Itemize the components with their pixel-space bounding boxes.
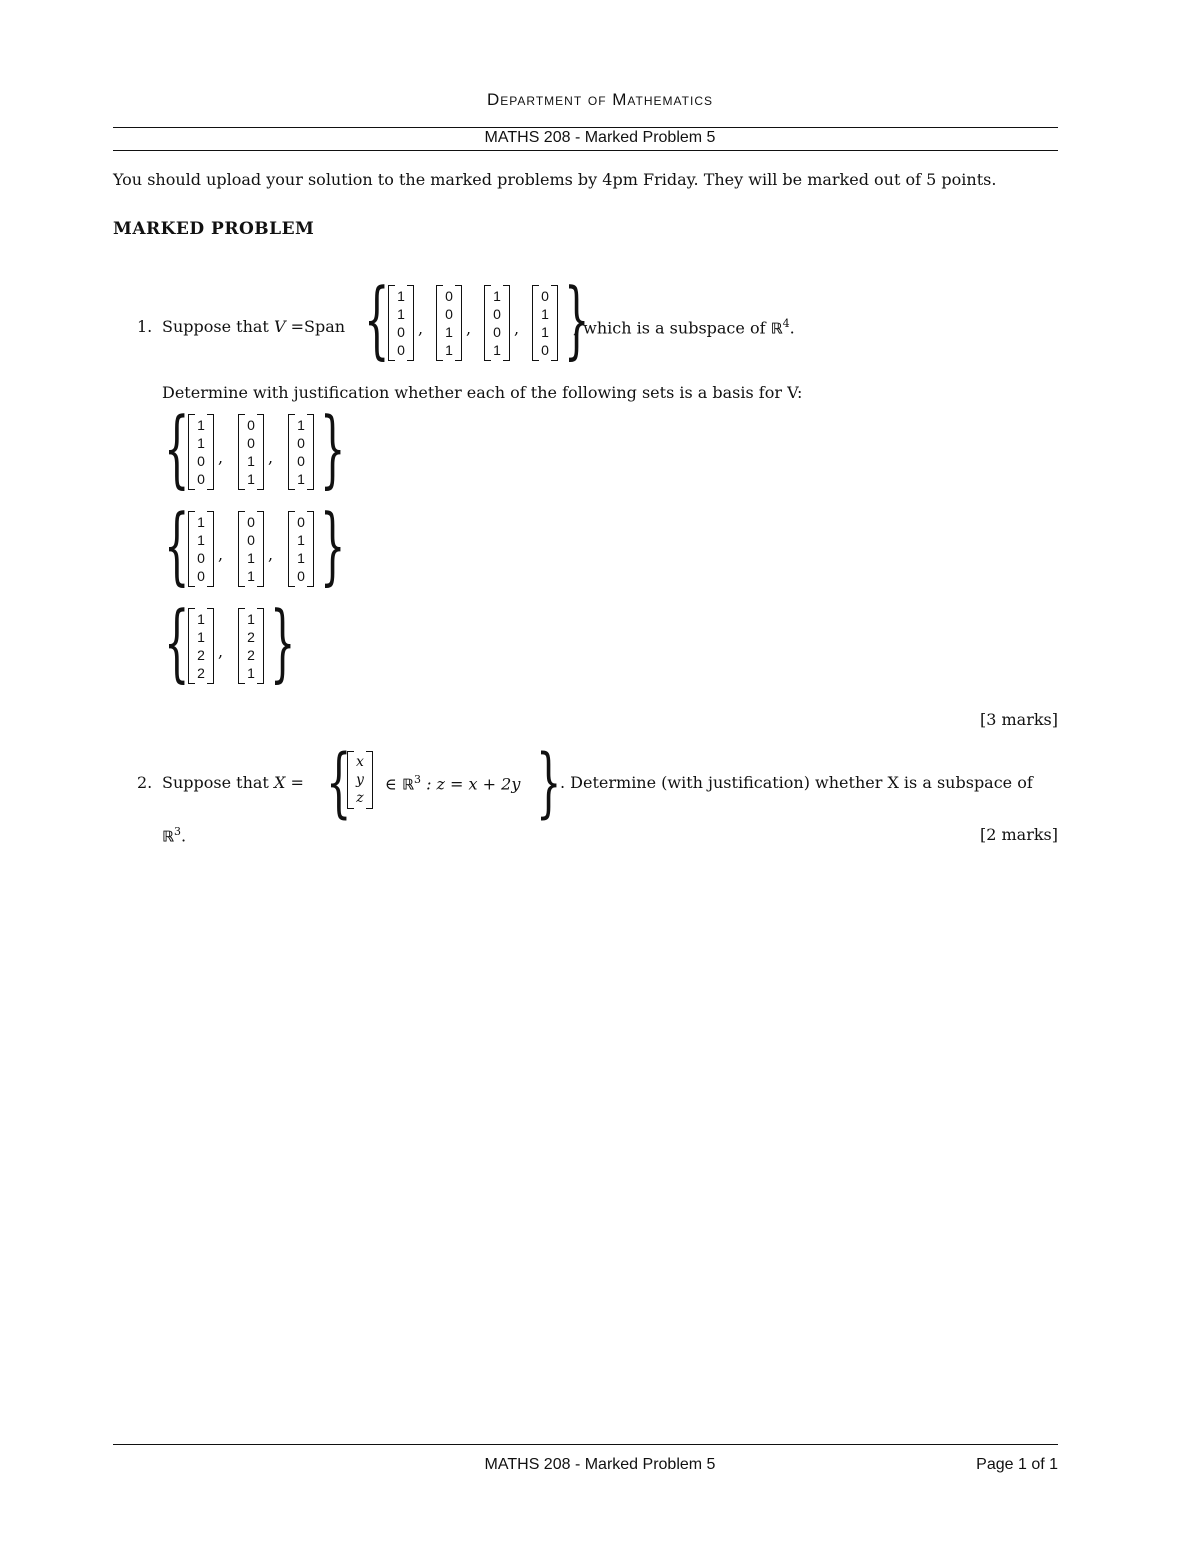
vector-entry: 1 bbox=[493, 288, 501, 304]
problem-1-marks: [3 marks] bbox=[979, 710, 1058, 729]
problem-2-line2-exp: 3 bbox=[174, 825, 182, 838]
problem-2-marks: [2 marks] bbox=[979, 825, 1058, 844]
vector-entry: 1 bbox=[397, 306, 405, 322]
header-rule-top bbox=[113, 127, 1058, 128]
problem-1-statement bbox=[162, 317, 345, 336]
problem-1-eq: =Span bbox=[290, 317, 346, 336]
vector-entry: 0 bbox=[197, 471, 205, 487]
column-vector bbox=[238, 608, 264, 684]
problem-1-suffix-line: , which is a subspace of ℝ$^4$. bbox=[573, 317, 795, 338]
vector-entry: 0 bbox=[197, 453, 205, 469]
problem-1-var: V bbox=[273, 317, 286, 336]
vector-entry: y bbox=[356, 772, 364, 788]
problem-2-line-2 bbox=[162, 825, 186, 845]
problem-1-number: 1. bbox=[137, 317, 153, 336]
comma-separator: , bbox=[418, 319, 424, 338]
column-vector bbox=[532, 285, 558, 361]
column-vector bbox=[388, 285, 414, 361]
problem-1-space-exp: 4 bbox=[782, 317, 790, 330]
right-brace: } bbox=[564, 272, 590, 370]
vector-entry: 1 bbox=[247, 453, 255, 469]
column-vector bbox=[188, 608, 214, 684]
vector-entry: 1 bbox=[297, 550, 305, 566]
problem-2-line2-space: ℝ bbox=[162, 827, 175, 846]
comma-separator: , bbox=[466, 319, 472, 338]
vector-entry: 0 bbox=[297, 435, 305, 451]
vector-entry: 0 bbox=[397, 342, 405, 358]
vector-entry: x bbox=[356, 754, 364, 770]
vector-entry: 1 bbox=[493, 342, 501, 358]
problem-1-suffix: , which is a subspace of bbox=[573, 318, 766, 338]
comma-separator: , bbox=[218, 448, 224, 467]
vector-entry: 0 bbox=[197, 550, 205, 566]
vector-entry: 2 bbox=[247, 629, 255, 645]
vector-entry: z bbox=[356, 790, 364, 806]
right-brace: } bbox=[320, 401, 346, 499]
column-vector bbox=[238, 511, 264, 587]
left-brace: { bbox=[326, 739, 352, 827]
problem-2-member: ∈ bbox=[385, 774, 397, 794]
problem-1-prefix: Suppose that bbox=[162, 317, 269, 336]
column-vector bbox=[347, 751, 373, 809]
vector-entry: 0 bbox=[297, 453, 305, 469]
vector-entry: 0 bbox=[541, 288, 549, 304]
vector-entry: 1 bbox=[247, 611, 255, 627]
footer-page-number: Page 1 of 1 bbox=[976, 1456, 1058, 1473]
comma-separator: , bbox=[268, 545, 274, 564]
left-brace: { bbox=[164, 401, 190, 499]
vector-entry: 1 bbox=[197, 435, 205, 451]
vector-entry: 1 bbox=[197, 629, 205, 645]
problem-2-suffix: . Determine (with justification) whether X is a subspace of bbox=[560, 773, 1033, 792]
course-title: MATHS 208 - Marked Problem 5 bbox=[484, 129, 716, 146]
problem-2-line2-end: . bbox=[181, 826, 187, 846]
vector-entry: 1 bbox=[445, 324, 453, 340]
comma-separator: , bbox=[218, 545, 224, 564]
vector-entry: 1 bbox=[541, 324, 549, 340]
vector-entry: 1 bbox=[397, 288, 405, 304]
comma-separator: , bbox=[268, 448, 274, 467]
vector-entry: 0 bbox=[297, 514, 305, 530]
vector-entry: 0 bbox=[445, 288, 453, 304]
right-brace: } bbox=[270, 595, 296, 693]
column-vector bbox=[288, 414, 314, 490]
problem-2-statement bbox=[162, 773, 304, 792]
footer-course-title: MATHS 208 - Marked Problem 5 bbox=[484, 1456, 716, 1473]
right-brace: } bbox=[536, 739, 562, 827]
problem-2-number: 2. bbox=[137, 773, 153, 792]
comma-separator: , bbox=[218, 642, 224, 661]
problem-2-condition-line bbox=[385, 773, 520, 793]
vector-entry: 1 bbox=[197, 514, 205, 530]
column-vector bbox=[288, 511, 314, 587]
vector-entry: 2 bbox=[197, 647, 205, 663]
vector-entry: 1 bbox=[247, 550, 255, 566]
vector-entry: 1 bbox=[247, 665, 255, 681]
comma-separator: , bbox=[514, 319, 520, 338]
vector-entry: 0 bbox=[397, 324, 405, 340]
vector-entry: 1 bbox=[297, 417, 305, 433]
column-vector bbox=[188, 414, 214, 490]
problem-2-prefix: Suppose that bbox=[162, 773, 269, 792]
problem-2-space-exp: 3 bbox=[413, 773, 421, 786]
column-vector bbox=[436, 285, 462, 361]
vector-entry: 0 bbox=[247, 417, 255, 433]
column-vector bbox=[188, 511, 214, 587]
vector-entry: 1 bbox=[197, 532, 205, 548]
vector-entry: 0 bbox=[247, 532, 255, 548]
vector-entry: 1 bbox=[541, 306, 549, 322]
vector-entry: 0 bbox=[247, 514, 255, 530]
vector-entry: 2 bbox=[197, 665, 205, 681]
problem-1-instruction: Determine with justification whether each of the following sets is a basis for V: bbox=[162, 383, 803, 402]
problem-1-space: ℝ bbox=[770, 319, 783, 338]
vector-entry: 1 bbox=[445, 342, 453, 358]
header-rule-bottom bbox=[113, 150, 1058, 151]
problem-2-condition: : z = x + 2y bbox=[426, 774, 521, 794]
vector-entry: 1 bbox=[297, 471, 305, 487]
problem-2-space: ℝ bbox=[401, 775, 414, 794]
column-vector bbox=[484, 285, 510, 361]
department-header: Department of Mathematics bbox=[486, 90, 713, 109]
vector-entry: 1 bbox=[197, 417, 205, 433]
section-heading: MARKED PROBLEM bbox=[113, 219, 315, 239]
problem-2-eq: = bbox=[290, 773, 304, 792]
column-vector bbox=[238, 414, 264, 490]
vector-entry: 1 bbox=[297, 532, 305, 548]
intro-text: You should upload your solution to the marked problems by 4pm Friday. They will be marked out of 5 points. bbox=[113, 170, 997, 189]
vector-entry: 0 bbox=[297, 568, 305, 584]
right-brace: } bbox=[320, 498, 346, 596]
vector-entry: 0 bbox=[445, 306, 453, 322]
vector-entry: 1 bbox=[197, 611, 205, 627]
vector-entry: 0 bbox=[493, 324, 501, 340]
vector-entry: 2 bbox=[247, 647, 255, 663]
vector-entry: 1 bbox=[247, 568, 255, 584]
left-brace: { bbox=[164, 595, 190, 693]
vector-entry: 0 bbox=[493, 306, 501, 322]
left-brace: { bbox=[164, 498, 190, 596]
vector-entry: 0 bbox=[197, 568, 205, 584]
vector-entry: 0 bbox=[541, 342, 549, 358]
problem-2-var: X bbox=[273, 773, 286, 792]
vector-entry: 1 bbox=[247, 471, 255, 487]
vector-entry: 0 bbox=[247, 435, 255, 451]
footer-rule bbox=[113, 1444, 1058, 1445]
left-brace: { bbox=[364, 272, 390, 370]
